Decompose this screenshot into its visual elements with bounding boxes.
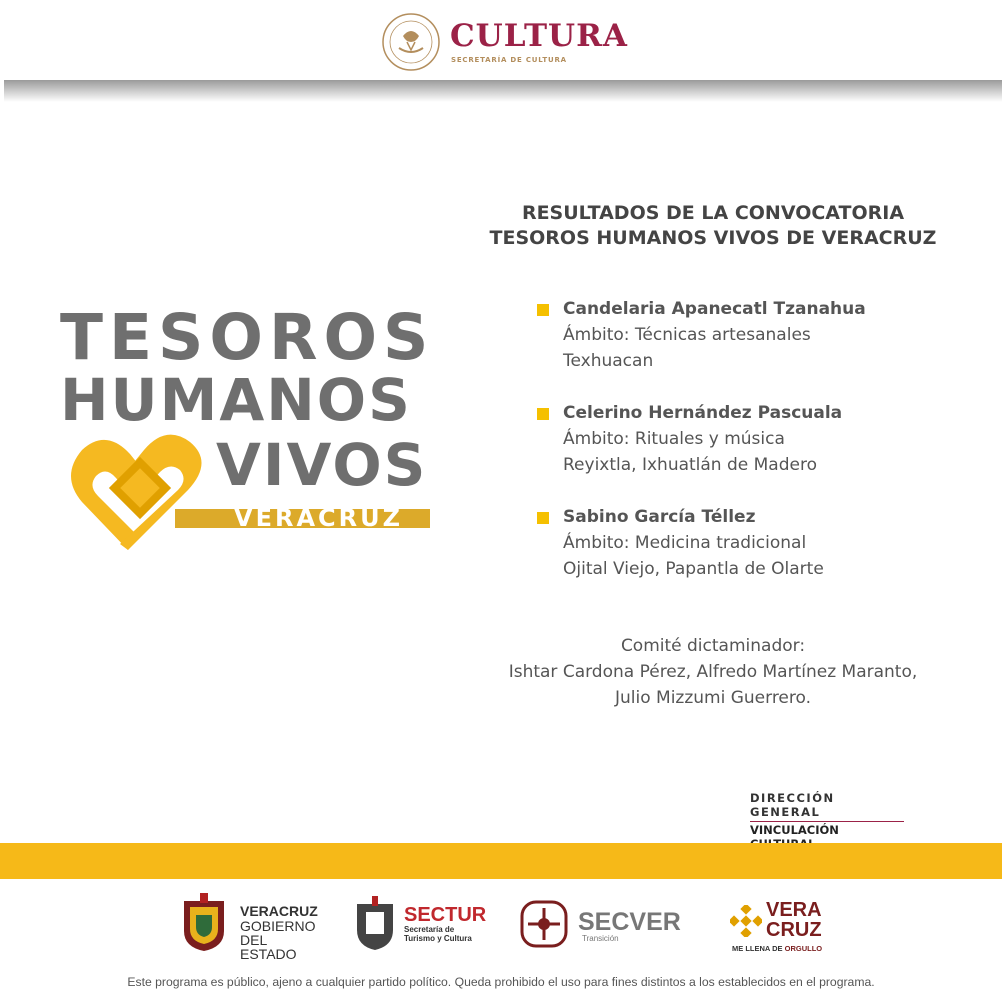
square-bullet-icon — [537, 512, 549, 524]
logo-humanos: HUMANOS — [60, 366, 412, 434]
veracruz-line-2: GOBIERNO — [240, 918, 316, 934]
result-ambito: Ámbito: Rituales y música — [563, 429, 785, 449]
sectur-title: SECTUR — [404, 904, 487, 926]
sectur-sub-2: Turismo y Cultura — [404, 934, 472, 943]
announcement-heading — [470, 201, 956, 251]
result-ambito: Ámbito: Medicina tradicional — [563, 533, 807, 553]
sectur-sub-1: Secretaría de — [404, 925, 455, 934]
veracruz-gobierno-logo — [180, 893, 325, 962]
heart-icon — [68, 432, 218, 557]
results-list — [537, 296, 977, 608]
logo-vivos: VIVOS — [216, 431, 428, 499]
secver-sub: Transición — [582, 934, 619, 943]
secver-title: SECVER — [578, 908, 681, 936]
result-ambito: Ámbito: Técnicas artesanales — [563, 325, 811, 345]
header-bar — [0, 0, 1002, 82]
mexico-seal-icon — [381, 12, 441, 72]
sectur-shield-icon — [354, 896, 396, 952]
vera-text: VERA — [766, 899, 822, 921]
result-item — [537, 504, 977, 582]
yellow-band — [0, 843, 1002, 879]
secver-logo — [520, 893, 690, 955]
orgullo-tagline — [732, 945, 822, 953]
square-bullet-icon — [537, 304, 549, 316]
logo-tesoros: TESOROS — [60, 301, 435, 374]
result-name: Celerino Hernández Pascuala — [563, 403, 843, 423]
cultura-subtitle: SECRETARÍA DE CULTURA — [451, 56, 567, 64]
tagline-a: ME LLENA DE — [732, 944, 785, 953]
disclaimer: Este programa es público, ajeno a cualquier partido político. Queda prohibido el uso para fines distintos a los establecidos en el programa. — [127, 975, 875, 989]
result-item — [537, 296, 977, 374]
heading-line-2: TESOROS HUMANOS VIVOS DE VERACRUZ — [489, 227, 937, 249]
result-place: Texhuacan — [563, 351, 654, 371]
veracruz-shield-icon — [180, 893, 228, 953]
direccion-general-logo — [750, 791, 904, 851]
result-name: Candelaria Apanecatl Tzanahua — [563, 299, 866, 319]
veracruz-orgullo-logo — [730, 893, 830, 955]
committee-line-1: Ishtar Cardona Pérez, Alfredo Martínez Maranto, — [508, 662, 918, 682]
committee-line-2: Julio Mizzumi Guerrero. — [614, 688, 812, 708]
veracruz-line-3: DEL ESTADO — [240, 932, 297, 962]
committee-label: Comité dictaminador: — [620, 636, 806, 656]
direccion-line-2: VINCULACIÓN — [750, 823, 839, 837]
square-bullet-icon — [537, 408, 549, 420]
sectur-logo — [354, 893, 494, 955]
veracruz-line-1: VERACRUZ — [240, 903, 318, 919]
result-item — [537, 400, 977, 478]
result-place: Ojital Viejo, Papantla de Olarte — [563, 559, 824, 579]
committee-block — [470, 633, 956, 711]
header-shadow — [4, 80, 1002, 102]
cultura-title: CULTURA — [450, 18, 628, 54]
cruz-text: CRUZ — [766, 919, 822, 941]
direccion-line-1: DIRECCIÓN GENERAL — [750, 791, 904, 822]
flower-pattern-icon — [730, 905, 762, 937]
secver-emblem-icon — [520, 900, 568, 948]
logo-veracruz: VERACRUZ — [234, 504, 404, 532]
heading-line-1: RESULTADOS DE LA CONVOCATORIA — [521, 202, 905, 224]
result-place: Reyixtla, Ixhuatlán de Madero — [563, 455, 817, 475]
result-name: Sabino García Téllez — [563, 507, 756, 527]
tagline-b: ORGULLO — [784, 944, 823, 953]
